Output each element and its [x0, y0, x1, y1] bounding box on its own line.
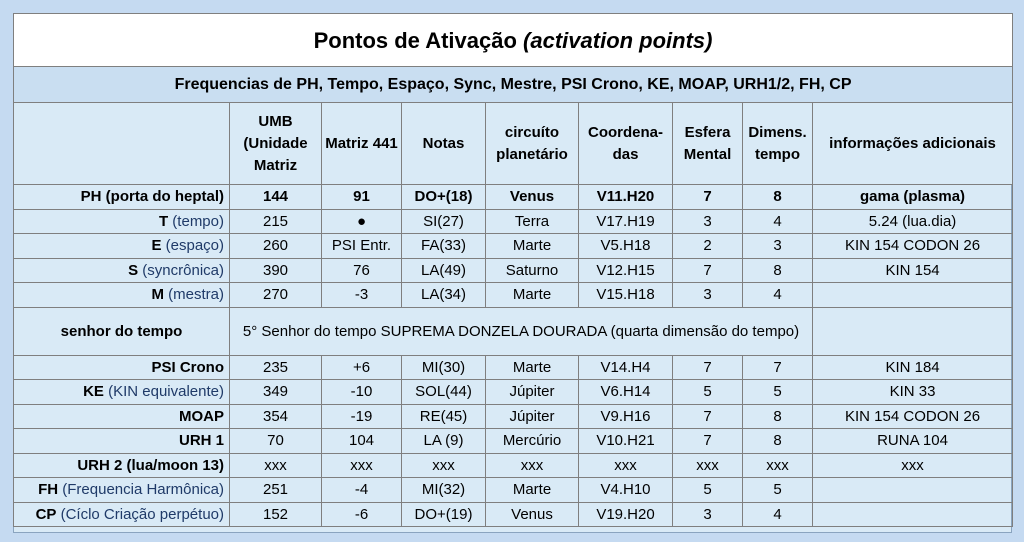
cell-matriz: xxx: [322, 453, 402, 478]
header-cell-info: informações adicionais: [813, 103, 1013, 185]
cell-esfera: 3: [673, 502, 743, 527]
cell-matriz: 104: [322, 429, 402, 454]
note-label: senhor do tempo: [14, 307, 230, 355]
row-label-desc: (Cíclo Criação perpétuo): [56, 505, 224, 523]
cell-info: KIN 184: [813, 355, 1013, 380]
row-label: [14, 258, 230, 283]
cell-esfera: xxx: [673, 453, 743, 478]
cell-circuito: Terra: [486, 209, 579, 234]
cell-esfera: 7: [673, 258, 743, 283]
row-label-code: E: [151, 237, 162, 255]
cell-info: xxx: [813, 453, 1013, 478]
cell-notas: DO+(19): [402, 502, 486, 527]
row-label: [14, 209, 230, 234]
cell-umb: 215: [230, 209, 322, 234]
cell-dimens: 7: [743, 355, 813, 380]
row-label-code: PSI Crono: [151, 358, 224, 376]
row-label-desc: (mestra): [164, 286, 224, 304]
header-cell-circuito: circuíto planetário: [486, 103, 579, 185]
row-label-desc: (porta do heptal): [101, 188, 224, 206]
note-row: [14, 307, 1013, 355]
cell-dimens: 5: [743, 478, 813, 503]
cell-info: 5.24 (lua.dia): [813, 209, 1013, 234]
activation-points-table-frame: [13, 13, 1012, 533]
row-label-code: MOAP: [179, 407, 224, 425]
cell-umb: 260: [230, 234, 322, 259]
cell-circuito: Marte: [486, 283, 579, 308]
header-cell-dimens: Dimens. tempo: [743, 103, 813, 185]
cell-coord: V19.H20: [579, 502, 673, 527]
title-main: Pontos de Ativação: [313, 27, 517, 53]
cell-circuito: Júpiter: [486, 380, 579, 405]
cell-matriz: +6: [322, 355, 402, 380]
row-label-code: KE: [83, 383, 104, 401]
table-row: [14, 380, 1013, 405]
table-row: [14, 453, 1013, 478]
cell-matriz: -19: [322, 404, 402, 429]
row-label-code: CP: [35, 505, 57, 523]
row-label: [14, 234, 230, 259]
cell-dimens: 4: [743, 283, 813, 308]
cell-circuito: Marte: [486, 234, 579, 259]
cell-esfera: 7: [673, 355, 743, 380]
cell-circuito: Venus: [486, 185, 579, 210]
cell-info: KIN 33: [813, 380, 1013, 405]
cell-info: [813, 478, 1013, 503]
cell-notas: SOL(44): [402, 380, 486, 405]
row-label-code: FH: [38, 481, 59, 499]
cell-matriz: ●: [322, 209, 402, 234]
cell-coord: xxx: [579, 453, 673, 478]
cell-circuito: Marte: [486, 355, 579, 380]
cell-dimens: 8: [743, 185, 813, 210]
table-row: [14, 234, 1013, 259]
cell-notas: LA(34): [402, 283, 486, 308]
subtitle-row: [14, 67, 1013, 103]
title-row: [14, 14, 1013, 67]
cell-dimens: xxx: [743, 453, 813, 478]
header-row: [14, 103, 1013, 185]
cell-esfera: 3: [673, 209, 743, 234]
cell-umb: 235: [230, 355, 322, 380]
table-row: [14, 209, 1013, 234]
note-text: 5° Senhor do tempo SUPREMA DONZELA DOURADA (quarta dimensão do tempo): [230, 307, 813, 355]
row-label-code: URH 1: [178, 432, 224, 450]
cell-umb: 152: [230, 502, 322, 527]
table-row: [14, 258, 1013, 283]
row-label: [14, 380, 230, 405]
cell-umb: xxx: [230, 453, 322, 478]
cell-dimens: 4: [743, 502, 813, 527]
cell-esfera: 2: [673, 234, 743, 259]
table-row: [14, 502, 1013, 527]
row-label: [14, 404, 230, 429]
header-cell-esfera: Esfera Mental: [673, 103, 743, 185]
cell-info: KIN 154: [813, 258, 1013, 283]
cell-coord: V9.H16: [579, 404, 673, 429]
row-label: [14, 185, 230, 210]
row-label-desc: (tempo): [168, 212, 224, 230]
table-row: [14, 283, 1013, 308]
row-label: [14, 429, 230, 454]
header-cell-coordenadas: Coordena-das: [579, 103, 673, 185]
row-label: [14, 502, 230, 527]
title-italic: (activation points): [523, 27, 713, 53]
cell-matriz: 91: [322, 185, 402, 210]
cell-info: KIN 154 CODON 26: [813, 404, 1013, 429]
cell-umb: 390: [230, 258, 322, 283]
cell-umb: 251: [230, 478, 322, 503]
cell-esfera: 7: [673, 185, 743, 210]
table-subtitle: Frequencias de PH, Tempo, Espaço, Sync, Mestre, PSI Crono, KE, MOAP, URH1/2, FH, CP: [14, 67, 1013, 103]
cell-umb: 270: [230, 283, 322, 308]
cell-esfera: 7: [673, 429, 743, 454]
row-label: [14, 453, 230, 478]
row-label-code: URH 2 (lua/moon 13): [77, 456, 224, 474]
cell-coord: V10.H21: [579, 429, 673, 454]
cell-coord: V4.H10: [579, 478, 673, 503]
header-cell-matriz: Matriz 441: [322, 103, 402, 185]
row-label-code: PH: [80, 188, 102, 206]
cell-notas: FA(33): [402, 234, 486, 259]
cell-notas: RE(45): [402, 404, 486, 429]
cell-notas: DO+(18): [402, 185, 486, 210]
cell-circuito: xxx: [486, 453, 579, 478]
cell-coord: V12.H15: [579, 258, 673, 283]
activation-points-table: [13, 13, 1013, 527]
cell-info: [813, 502, 1013, 527]
cell-dimens: 8: [743, 404, 813, 429]
row-label: [14, 478, 230, 503]
row-label-code: T: [158, 212, 169, 230]
row-label-code: M: [151, 286, 164, 304]
row-label-code: S: [128, 261, 139, 279]
cell-circuito: Saturno: [486, 258, 579, 283]
cell-matriz: -10: [322, 380, 402, 405]
row-label-desc: (espaço): [161, 237, 224, 255]
row-label-desc: (Frequencia Harmônica): [58, 481, 224, 499]
table-title: [14, 14, 1013, 67]
cell-info: RUNA 104: [813, 429, 1013, 454]
cell-esfera: 7: [673, 404, 743, 429]
cell-esfera: 3: [673, 283, 743, 308]
table-row: [14, 185, 1013, 210]
header-cell-umb: UMB (Unidade Matriz: [230, 103, 322, 185]
cell-coord: V15.H18: [579, 283, 673, 308]
header-cell-notas: Notas: [402, 103, 486, 185]
cell-coord: V6.H14: [579, 380, 673, 405]
row-label-desc: (KIN equivalente): [103, 383, 224, 401]
cell-notas: SI(27): [402, 209, 486, 234]
cell-coord: V17.H19: [579, 209, 673, 234]
table-row: [14, 355, 1013, 380]
header-cell-empty: [14, 103, 230, 185]
cell-circuito: Venus: [486, 502, 579, 527]
cell-circuito: Marte: [486, 478, 579, 503]
cell-circuito: Júpiter: [486, 404, 579, 429]
cell-umb: 349: [230, 380, 322, 405]
table-row: [14, 429, 1013, 454]
cell-umb: 70: [230, 429, 322, 454]
cell-dimens: 8: [743, 258, 813, 283]
cell-dimens: 3: [743, 234, 813, 259]
cell-matriz: 76: [322, 258, 402, 283]
note-info-empty: [813, 307, 1013, 355]
cell-info: gama (plasma): [813, 185, 1013, 210]
cell-info: [813, 283, 1013, 308]
cell-esfera: 5: [673, 380, 743, 405]
cell-dimens: 8: [743, 429, 813, 454]
cell-matriz: PSI Entr.: [322, 234, 402, 259]
row-label: [14, 355, 230, 380]
cell-coord: V11.H20: [579, 185, 673, 210]
cell-matriz: -6: [322, 502, 402, 527]
row-label: [14, 283, 230, 308]
cell-dimens: 5: [743, 380, 813, 405]
cell-notas: LA(49): [402, 258, 486, 283]
table-row: [14, 404, 1013, 429]
cell-info: KIN 154 CODON 26: [813, 234, 1013, 259]
cell-coord: V5.H18: [579, 234, 673, 259]
cell-notas: LA (9): [402, 429, 486, 454]
cell-notas: MI(32): [402, 478, 486, 503]
cell-dimens: 4: [743, 209, 813, 234]
cell-umb: 354: [230, 404, 322, 429]
row-label-desc: (syncrônica): [138, 261, 224, 279]
cell-matriz: -3: [322, 283, 402, 308]
cell-notas: xxx: [402, 453, 486, 478]
cell-matriz: -4: [322, 478, 402, 503]
cell-esfera: 5: [673, 478, 743, 503]
cell-umb: 144: [230, 185, 322, 210]
cell-coord: V14.H4: [579, 355, 673, 380]
cell-notas: MI(30): [402, 355, 486, 380]
cell-circuito: Mercúrio: [486, 429, 579, 454]
table-row: [14, 478, 1013, 503]
